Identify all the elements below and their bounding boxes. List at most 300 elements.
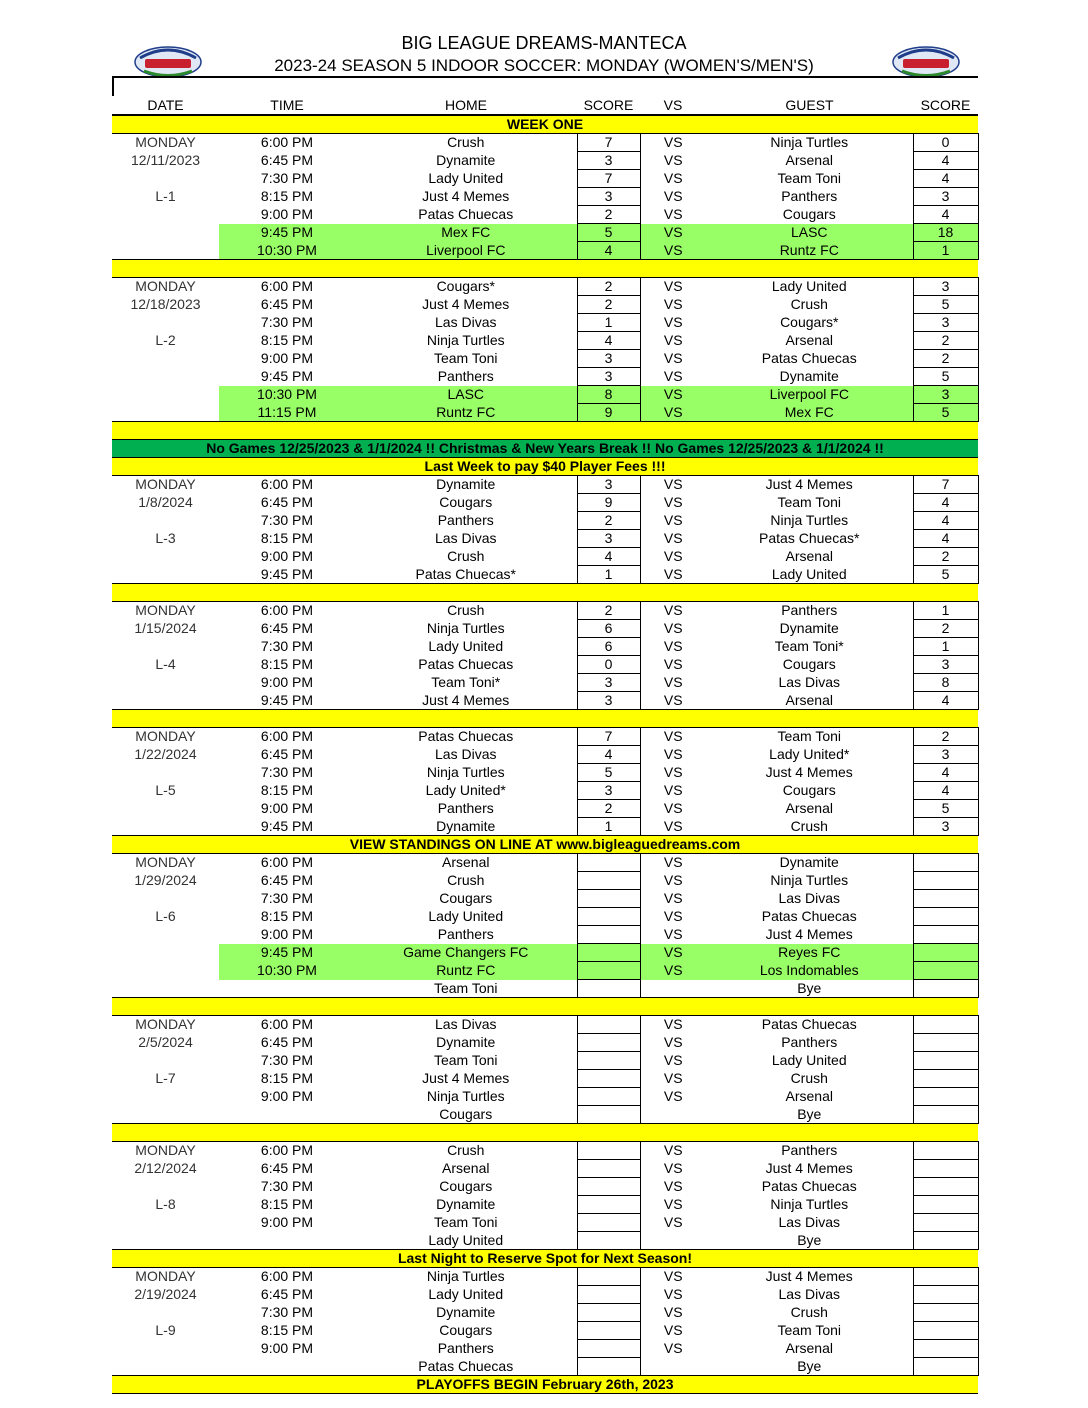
guest-team-cell: Bye xyxy=(797,1231,822,1248)
date-cell xyxy=(112,890,219,908)
home-team-cell: Crush xyxy=(447,548,485,564)
guest-score-cell: 2 xyxy=(913,350,978,368)
time-cell: 6:00 PM xyxy=(260,1268,314,1285)
date-cell: MONDAY xyxy=(135,602,196,619)
guest-team-cell: Cougars xyxy=(782,782,836,798)
guest-team-cell: Crush xyxy=(790,296,828,312)
time-cell: 6:00 PM xyxy=(260,1016,314,1033)
date-cell xyxy=(112,1304,219,1322)
home-score-cell: 4 xyxy=(577,548,640,566)
guest-score-cell xyxy=(913,1322,978,1340)
home-score-cell xyxy=(577,890,640,908)
guest-team-cell: Arsenal xyxy=(785,800,833,816)
table-row xyxy=(112,980,978,998)
vs-cell: VS xyxy=(663,1070,683,1086)
home-team-cell: Liverpool FC xyxy=(355,242,577,260)
date-cell xyxy=(112,1358,219,1376)
date-cell xyxy=(112,764,219,782)
date-cell: MONDAY xyxy=(135,1016,196,1033)
home-team-cell: Dynamite xyxy=(436,1304,496,1320)
vs-cell: VS xyxy=(663,512,683,528)
table-row xyxy=(112,962,978,980)
table-row xyxy=(112,1214,978,1232)
guest-team-cell: Dynamite xyxy=(779,368,839,384)
home-score-cell xyxy=(577,1304,640,1322)
vs-cell: VS xyxy=(663,152,683,168)
guest-team-cell: Las Divas xyxy=(778,1286,840,1302)
time-cell: 7:30 PM xyxy=(260,1052,314,1068)
vs-cell: VS xyxy=(663,1016,683,1033)
home-score-cell: 3 xyxy=(577,530,640,548)
time-cell: 6:45 PM xyxy=(260,872,314,888)
date-cell xyxy=(112,170,219,188)
guest-score-cell: 3 xyxy=(913,656,978,674)
time-cell xyxy=(219,1358,355,1376)
home-score-cell xyxy=(577,1178,640,1196)
home-score-cell xyxy=(577,854,640,872)
date-cell xyxy=(112,242,219,260)
guest-team-cell: Team Toni xyxy=(777,170,842,186)
table-row xyxy=(112,1070,978,1088)
guest-team-cell: Las Divas xyxy=(778,674,840,690)
time-cell: 7:30 PM xyxy=(260,512,314,528)
table-row xyxy=(112,530,978,548)
date-cell xyxy=(112,674,219,692)
vs-cell: VS xyxy=(640,962,706,980)
vs-cell: VS xyxy=(663,602,683,619)
home-team-cell: Mex FC xyxy=(355,224,577,242)
guest-team-cell: Just 4 Memes xyxy=(765,1268,853,1285)
time-cell: 6:45 PM xyxy=(260,620,314,636)
guest-team-cell: Panthers xyxy=(781,602,838,619)
spacer-cell xyxy=(112,422,978,440)
guest-team-cell: Cougars xyxy=(782,656,836,672)
vs-cell: VS xyxy=(663,1178,683,1194)
guest-team-cell: Crush xyxy=(790,1304,828,1320)
vs-cell: VS xyxy=(663,1322,683,1338)
page-subtitle: 2023-24 SEASON 5 INDOOR SOCCER: MONDAY (WOMEN'S/MEN'S) xyxy=(274,56,814,75)
date-cell xyxy=(112,224,219,242)
banner-text: Last Week to pay $40 Player Fees !!! xyxy=(112,458,978,476)
home-score-cell: 2 xyxy=(577,800,640,818)
time-cell: 9:45 PM xyxy=(260,565,314,582)
home-score-cell: 4 xyxy=(577,332,640,350)
home-score-cell: 6 xyxy=(577,638,640,656)
vs-cell: VS xyxy=(663,548,683,564)
guest-score-cell: 5 xyxy=(913,368,978,386)
date-cell xyxy=(112,566,219,584)
vs-cell: VS xyxy=(663,1268,683,1285)
vs-cell: VS xyxy=(663,1088,683,1104)
guest-team-cell: Just 4 Memes xyxy=(765,476,853,493)
table-row xyxy=(112,314,978,332)
guest-score-cell xyxy=(913,1142,978,1160)
guest-score-cell: 3 xyxy=(913,818,978,836)
home-score-cell: 7 xyxy=(577,728,640,746)
guest-score-cell xyxy=(913,1214,978,1232)
vs-cell: VS xyxy=(640,944,706,962)
date-cell xyxy=(112,368,219,386)
home-team-cell: Dynamite xyxy=(436,152,496,168)
table-row xyxy=(112,746,978,764)
time-cell: 7:30 PM xyxy=(260,314,314,330)
guest-score-cell xyxy=(913,1052,978,1070)
home-score-cell: 1 xyxy=(577,818,640,836)
guest-score-cell xyxy=(913,1268,978,1286)
table-row xyxy=(112,674,978,692)
guest-team-cell: Crush xyxy=(790,1070,828,1086)
spacer-cell xyxy=(112,1124,978,1142)
guest-team-cell: Just 4 Memes xyxy=(765,764,853,780)
guest-score-cell xyxy=(913,854,978,872)
home-score-cell xyxy=(577,1268,640,1286)
home-team-cell: Las Divas xyxy=(435,530,497,546)
guest-team-cell: Arsenal xyxy=(785,1088,833,1104)
guest-score-cell xyxy=(913,1196,978,1214)
vs-cell: VS xyxy=(663,764,683,780)
table-row xyxy=(112,296,978,314)
home-score-cell: 2 xyxy=(577,296,640,314)
guest-score-cell: 1 xyxy=(913,602,978,620)
spacer-cell xyxy=(112,998,978,1016)
time-cell: 11:15 PM xyxy=(219,404,355,422)
table-row xyxy=(112,944,978,962)
guest-score-cell: 5 xyxy=(913,296,978,314)
home-team-cell: Dynamite xyxy=(436,817,496,834)
table-row xyxy=(112,494,978,512)
guest-team-cell: Team Toni xyxy=(777,494,842,510)
col-home: HOME xyxy=(355,97,577,115)
home-team-cell: Arsenal xyxy=(442,854,490,871)
date-cell xyxy=(112,314,219,332)
divider xyxy=(112,76,114,96)
table-row xyxy=(112,908,978,926)
time-cell: 7:30 PM xyxy=(260,1304,314,1320)
vs-cell: VS xyxy=(663,746,683,762)
home-team-cell: LASC xyxy=(355,386,577,404)
time-cell: 6:00 PM xyxy=(260,278,314,295)
home-score-cell: 2 xyxy=(577,206,640,224)
vs-cell: VS xyxy=(663,1052,683,1068)
col-guest: GUEST xyxy=(706,97,913,115)
table-row xyxy=(112,728,978,746)
table-row xyxy=(112,638,978,656)
banner-row xyxy=(112,458,978,476)
table-row xyxy=(112,548,978,566)
table-row xyxy=(112,1304,978,1322)
table-row xyxy=(112,1160,978,1178)
guest-score-cell xyxy=(913,980,978,998)
home-score-cell xyxy=(577,1232,640,1250)
guest-team-cell: Liverpool FC xyxy=(706,386,913,404)
home-score-cell xyxy=(577,1106,640,1124)
time-cell: 8:15 PM xyxy=(260,908,314,924)
guest-team-cell: Patas Chuecas xyxy=(761,350,857,366)
page-title: BIG LEAGUE DREAMS-MANTECA xyxy=(401,33,687,53)
vs-cell: VS xyxy=(663,134,683,151)
vs-cell: VS xyxy=(663,296,683,312)
time-cell: 9:00 PM xyxy=(260,1214,314,1230)
home-team-cell: Team Toni* xyxy=(431,674,501,690)
vs-cell xyxy=(640,1232,706,1250)
time-cell: 8:15 PM xyxy=(260,782,314,798)
home-team-cell: Cougars xyxy=(439,1322,493,1338)
home-team-cell: Team Toni xyxy=(433,350,498,366)
time-cell: 10:30 PM xyxy=(219,962,355,980)
time-cell: 9:00 PM xyxy=(260,350,314,366)
guest-score-cell: 1 xyxy=(913,242,978,260)
guest-team-cell: Los Indomables xyxy=(706,962,913,980)
vs-cell: VS xyxy=(663,691,683,708)
home-score-cell: 2 xyxy=(577,602,640,620)
vs-cell xyxy=(640,980,706,998)
guest-team-cell: Lady United xyxy=(771,278,847,295)
vs-cell: VS xyxy=(663,170,683,186)
guest-team-cell: Las Divas xyxy=(778,890,840,906)
guest-team-cell: Ninja Turtles xyxy=(770,872,849,888)
guest-score-cell xyxy=(913,962,978,980)
table-row xyxy=(112,656,978,674)
table-row xyxy=(112,206,978,224)
guest-score-cell: 1 xyxy=(913,638,978,656)
guest-score-cell: 5 xyxy=(913,566,978,584)
home-team-cell: Cougars xyxy=(439,1105,493,1122)
table-row xyxy=(112,692,978,710)
guest-score-cell xyxy=(913,1106,978,1124)
date-cell xyxy=(112,386,219,404)
guest-team-cell: Ninja Turtles xyxy=(770,134,849,151)
date-cell xyxy=(112,548,219,566)
home-score-cell: 3 xyxy=(577,674,640,692)
guest-score-cell: 4 xyxy=(913,530,978,548)
guest-score-cell: 4 xyxy=(913,782,978,800)
guest-team-cell: Panthers xyxy=(781,188,838,204)
guest-team-cell: Arsenal xyxy=(785,152,833,168)
table-row xyxy=(112,800,978,818)
home-score-cell: 5 xyxy=(577,764,640,782)
date-cell xyxy=(112,818,219,836)
table-row xyxy=(112,1232,978,1250)
guest-score-cell xyxy=(913,1016,978,1034)
guest-score-cell xyxy=(913,1358,978,1376)
table-row xyxy=(112,1034,978,1052)
time-cell: 6:00 PM xyxy=(260,476,314,493)
home-team-cell: Panthers xyxy=(437,800,494,816)
spacer-row xyxy=(112,998,978,1016)
table-row xyxy=(112,602,978,620)
time-cell: 6:45 PM xyxy=(260,1160,314,1176)
guest-team-cell: Ninja Turtles xyxy=(770,512,849,528)
home-team-cell: Lady United xyxy=(428,170,504,186)
date-cell xyxy=(112,926,219,944)
home-score-cell: 3 xyxy=(577,188,640,206)
guest-score-cell xyxy=(913,908,978,926)
date-cell: 12/18/2023 xyxy=(130,296,201,312)
home-score-cell: 7 xyxy=(577,170,640,188)
guest-team-cell: Crush xyxy=(790,817,828,834)
home-score-cell xyxy=(577,1052,640,1070)
table-row xyxy=(112,188,978,206)
banner-text: VIEW STANDINGS ON LINE AT www.bigleaguedreams.com xyxy=(112,836,978,854)
vs-cell: VS xyxy=(663,656,683,672)
guest-score-cell: 4 xyxy=(913,494,978,512)
vs-cell: VS xyxy=(663,728,683,745)
vs-cell: VS xyxy=(663,674,683,690)
time-cell: 6:45 PM xyxy=(260,494,314,510)
home-team-cell: Lady United xyxy=(428,1231,504,1248)
home-team-cell: Las Divas xyxy=(435,1016,497,1033)
home-score-cell xyxy=(577,1142,640,1160)
date-cell: L-3 xyxy=(155,530,176,546)
home-score-cell xyxy=(577,1358,640,1376)
time-cell xyxy=(219,980,355,998)
home-score-cell: 4 xyxy=(577,746,640,764)
guest-score-cell: 2 xyxy=(913,332,978,350)
date-cell: L-6 xyxy=(155,908,176,924)
date-cell xyxy=(112,512,219,530)
vs-cell: VS xyxy=(663,638,683,654)
time-cell: 8:15 PM xyxy=(260,656,314,672)
vs-cell: VS xyxy=(663,278,683,295)
table-row xyxy=(112,782,978,800)
date-cell xyxy=(112,1178,219,1196)
home-score-cell xyxy=(577,1070,640,1088)
vs-cell xyxy=(640,1106,706,1124)
table-row xyxy=(112,242,978,260)
spacer-row xyxy=(112,1124,978,1142)
date-cell: MONDAY xyxy=(135,278,196,295)
guest-team-cell: Patas Chuecas xyxy=(761,908,857,924)
vs-cell: VS xyxy=(663,530,683,546)
banner-text: PLAYOFFS BEGIN February 26th, 2023 xyxy=(112,1376,978,1394)
home-score-cell xyxy=(577,872,640,890)
table-row xyxy=(112,872,978,890)
vs-cell: VS xyxy=(663,494,683,510)
date-cell xyxy=(112,800,219,818)
home-score-cell xyxy=(577,1016,640,1034)
divider xyxy=(112,76,978,78)
table-row xyxy=(112,404,978,422)
home-score-cell: 3 xyxy=(577,782,640,800)
date-cell: L-1 xyxy=(155,188,176,204)
home-team-cell: Arsenal xyxy=(442,1160,490,1176)
vs-cell: VS xyxy=(663,1142,683,1159)
vs-cell: VS xyxy=(663,565,683,582)
table-row xyxy=(112,1268,978,1286)
home-team-cell: Crush xyxy=(447,602,485,619)
guest-score-cell xyxy=(913,944,978,962)
guest-score-cell: 3 xyxy=(913,386,978,404)
banner-row xyxy=(112,115,978,134)
banner-row xyxy=(112,1376,978,1394)
date-cell xyxy=(112,692,219,710)
home-team-cell: Ninja Turtles xyxy=(426,1088,505,1104)
home-score-cell: 7 xyxy=(577,134,640,152)
guest-team-cell: Team Toni* xyxy=(774,638,844,654)
table-row xyxy=(112,1286,978,1304)
time-cell: 8:15 PM xyxy=(260,332,314,348)
table-row xyxy=(112,278,978,296)
home-team-cell: Ninja Turtles xyxy=(426,1268,505,1285)
time-cell xyxy=(219,1106,355,1124)
guest-team-cell: Arsenal xyxy=(785,548,833,564)
home-score-cell xyxy=(577,1322,640,1340)
guest-team-cell: Mex FC xyxy=(706,404,913,422)
time-cell: 6:00 PM xyxy=(260,134,314,151)
guest-team-cell: Arsenal xyxy=(785,691,833,708)
date-cell: MONDAY xyxy=(135,1142,196,1159)
vs-cell: VS xyxy=(640,242,706,260)
guest-score-cell xyxy=(913,1070,978,1088)
vs-cell: VS xyxy=(663,206,683,222)
table-row xyxy=(112,1178,978,1196)
guest-team-cell: Panthers xyxy=(781,1034,838,1050)
home-score-cell: 3 xyxy=(577,692,640,710)
guest-score-cell xyxy=(913,890,978,908)
col-time: TIME xyxy=(219,97,355,115)
table-row xyxy=(112,1322,978,1340)
home-score-cell: 2 xyxy=(577,278,640,296)
home-team-cell: Patas Chuecas xyxy=(418,728,514,745)
date-cell xyxy=(112,980,219,998)
table-row xyxy=(112,368,978,386)
home-team-cell: Panthers xyxy=(437,368,494,384)
time-cell: 9:00 PM xyxy=(260,926,314,942)
home-score-cell xyxy=(577,1340,640,1358)
guest-score-cell xyxy=(913,1178,978,1196)
table-row xyxy=(112,566,978,584)
date-cell xyxy=(112,638,219,656)
guest-score-cell: 2 xyxy=(913,620,978,638)
time-cell: 7:30 PM xyxy=(260,638,314,654)
guest-team-cell: Runtz FC xyxy=(706,242,913,260)
home-team-cell: Lady United xyxy=(428,1286,504,1302)
guest-team-cell: Lady United xyxy=(771,1052,847,1068)
date-cell: 12/11/2023 xyxy=(130,152,201,168)
time-cell: 8:15 PM xyxy=(260,1322,314,1338)
time-cell: 7:30 PM xyxy=(260,1178,314,1194)
spacer-cell xyxy=(112,584,978,602)
home-team-cell: Dynamite xyxy=(436,1034,496,1050)
vs-cell: VS xyxy=(663,1340,683,1356)
date-cell: 2/5/2024 xyxy=(138,1034,193,1050)
home-team-cell: Just 4 Memes xyxy=(422,188,510,204)
home-team-cell: Ninja Turtles xyxy=(426,332,505,348)
guest-score-cell xyxy=(913,1232,978,1250)
guest-score-cell xyxy=(913,1286,978,1304)
home-team-cell: Runtz FC xyxy=(355,404,577,422)
guest-team-cell: Arsenal xyxy=(785,1340,833,1356)
guest-score-cell xyxy=(913,926,978,944)
home-score-cell: 3 xyxy=(577,152,640,170)
vs-cell: VS xyxy=(663,620,683,636)
guest-team-cell: Patas Chuecas xyxy=(761,1178,857,1194)
date-cell: 1/29/2024 xyxy=(134,872,197,888)
vs-cell: VS xyxy=(663,890,683,906)
time-cell: 9:45 PM xyxy=(260,817,314,834)
vs-cell: VS xyxy=(663,368,683,384)
guest-score-cell xyxy=(913,1034,978,1052)
guest-score-cell: 4 xyxy=(913,512,978,530)
guest-team-cell: Reyes FC xyxy=(706,944,913,962)
guest-score-cell: 5 xyxy=(913,800,978,818)
table-row xyxy=(112,1106,978,1124)
home-team-cell: Lady United xyxy=(428,908,504,924)
guest-team-cell: Team Toni xyxy=(777,1322,842,1338)
guest-score-cell: 4 xyxy=(913,206,978,224)
home-score-cell: 3 xyxy=(577,350,640,368)
vs-cell: VS xyxy=(663,1034,683,1050)
